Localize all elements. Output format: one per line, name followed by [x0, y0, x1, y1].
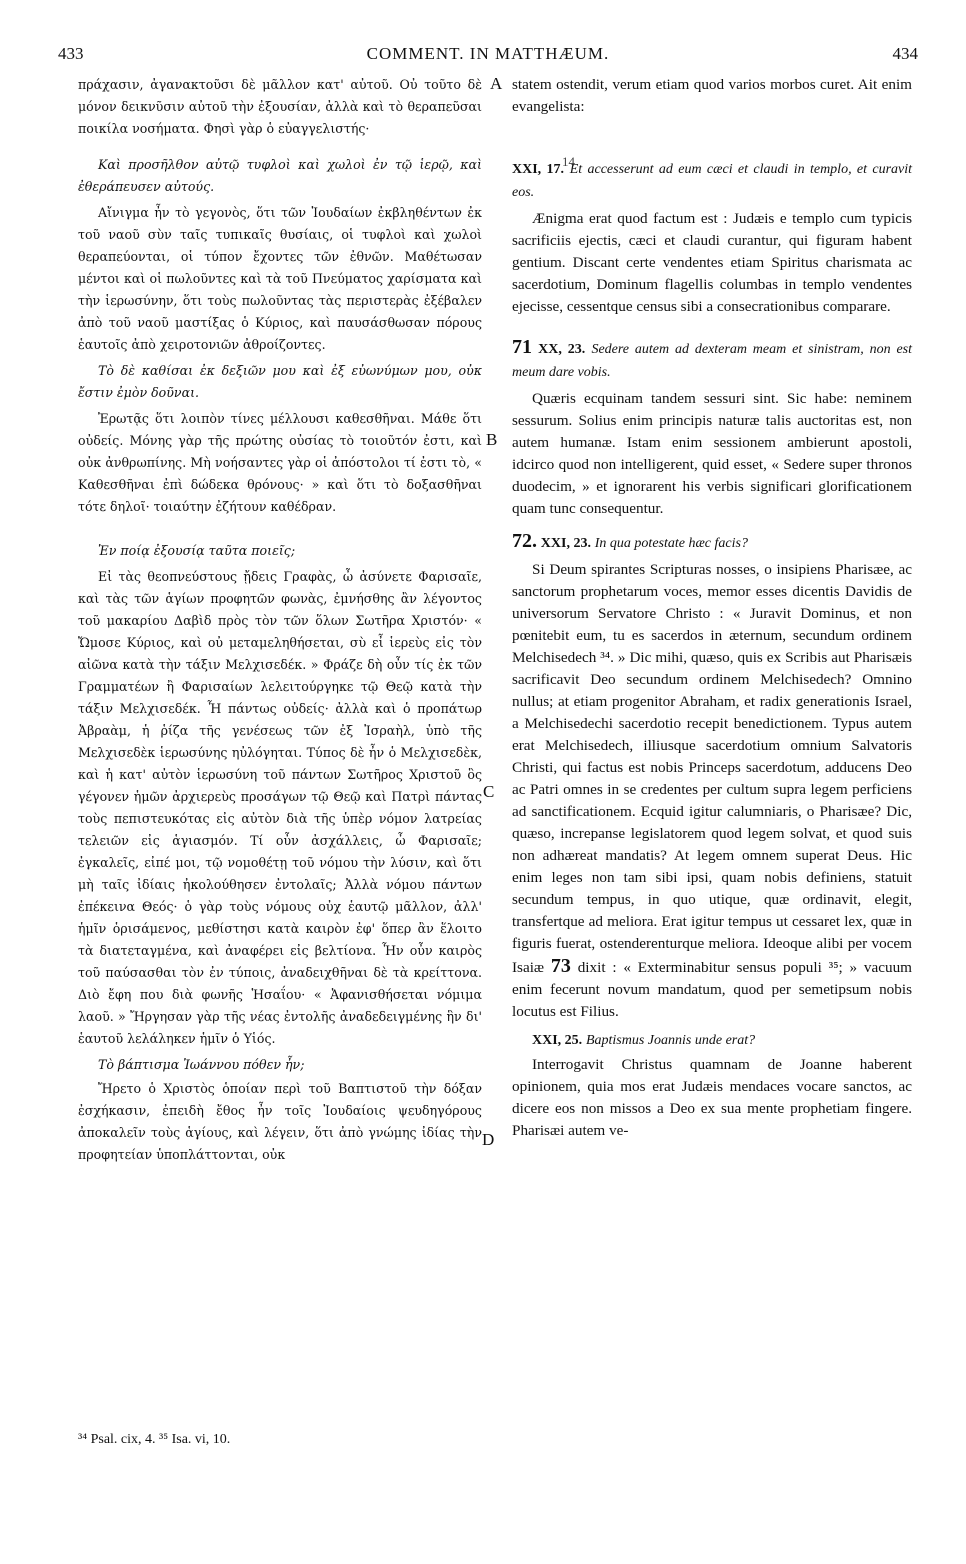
latin-lemma [512, 1029, 912, 1052]
greek-column [78, 74, 482, 1166]
page-number-right: 434 [892, 44, 918, 63]
greek-lemma: Τὸ δὲ καθίσαι ἐκ δεξιῶν μου καὶ ἐξ εὐωνύμων μου, οὐκ ἔστιν ἐμὸν δοῦναι. [78, 363, 482, 400]
handwritten-mark: 14 [562, 154, 575, 169]
lemma-text: In qua potestate hæc facis? [594, 536, 748, 551]
lemma-reference: XXI, 25. [532, 1033, 583, 1048]
running-header [58, 44, 918, 68]
greek-lemma: Ἐν ποίᾳ ἐξουσίᾳ ταῦτα ποιεῖς; [98, 543, 296, 558]
margin-marker-b: B [486, 430, 498, 449]
latin-column [512, 74, 912, 1142]
section-number-73: 73 [550, 955, 571, 977]
latin-paragraph: Interrogavit Christus quamnam de Joanne haberent opinionem, quia mos erat Judæis mendaces vocare sanctos, ac dicere eos non missos a Deo ex sua mente prophetiam fingere. Pharisæi autem ve- [512, 1056, 912, 1139]
lemma-reference: XX, 23. [538, 342, 586, 357]
latin-text: Si Deum spirantes Scripturas nosses, o insipiens Pharisæe, ac sanctorum prophetarum voces, memor esses dicentis Davidis de universorum Servatore Christo : « Juravit Dominus, et non pœnitebit eum, tu es sacerdos in æternum, secundum ordinem Melchisedech ³⁴. » Dic mihi, quæso, quis ex Scribis aut Pharisæis sacrificavit Deo secundum ordinem Melchisedech? Omnino nullus; at etiam progenitor Abraham, et radix generationis Israel, a Melchisedechi sacerdotio recepit benedictionem. Typus autem erat Melchisedech, illiusque sacerdotium omnium Salvatoris Christi, qui factus est nobis Princeps sacerdotum, adducens Deo ac Patri omnes in se credentes per cultum supra legem perficiens ad sanctificationem. Ecquid igitur calumniaris, o Pharisæe? Dic, quæso, increpanse legislatorem quod legem solvat, et quod suis non adhæreat mandatis? At legem omnem superat Deus. Hic enim leges non tam sibi ipsi, quam nobis definiens, statuit secundum tempus, in quo utique, quæ ordinavit, elegit, transfertque ad meliora. Erat igitur tempus ut cessaret lex, quæ in figuris fuerat, ostenderenturque meliora. Ideoque alibi per vocem Isaiæ [512, 561, 912, 976]
latin-paragraph: Quæris ecquinam tandem sessuri sint. Sic habe: neminem sessurum. Solius enim principis naturæ talis auctoritas est, non autem humanæ. Istam enim sessionem ambierunt apostoli, idcirco quod non intelligerent, quid esset, « Sedere super thronos duodecim, » et ignorarent his verbis significari glorificationem quam tunc consequentur. [512, 390, 912, 517]
lemma-text: Sedere autem ad dexteram meam et sinistram, non est meum dare vobis. [512, 342, 912, 380]
greek-paragraph: πράχασιν, ἀγανακτοῦσι δὲ μᾶλλον κατ' αὐτοῦ. Οὐ τοῦτο δὲ μόνον δεικνῦσιν αὐτοῦ τὴν ἐξουσίαν, ἀλλὰ καὶ τὸ θεραπεῦσαι ποικίλα νοσήματα. Φησὶ γὰρ ὁ εὐαγγελιστής· [78, 77, 482, 136]
greek-paragraph: Εἰ τὰς θεοπνεύστους ᾔδεις Γραφὰς, ὦ ἀσύνετε Φαρισαῖε, καὶ τὰς τῶν ἁγίων προφητῶν φωνὰς, ἐμνήσθης ἂν λέγοντος τοῦ μακαρίου Δαβὶδ πρὸς τὸν τῶν ὅλων Σωτῆρα Χριστόν· « Ὤμοσε Κύριος, καὶ οὐ μεταμεληθήσεται, σὺ εἶ ἱερεὺς εἰς τὸν αἰῶνα κατὰ τὴν τάξιν Μελχισεδέκ. » Φράζε δὴ οὖν τίς ἐκ τῶν Γραμματέων ἢ Φαρισαίων λελειτούργηκε τῷ Θεῷ κατὰ τὴν τάξιν Μελχισεδέκ. Ἦ πάντως οὐδείς· ἀλλὰ καὶ ὁ προπάτωρ Ἀβραὰμ, ἡ ῥίζα τῆς γενέσεως τῶν ἐξ Ἰσραὴλ, ὑπὸ τῆς Μελχισεδὲκ ἱερωσύνης ηὐλόγηται. Τύπος δὲ ἦν ὁ Μελχισεδὲκ, καὶ ἡ κατ' αὐτὸν ἱερωσύνη τοῦ πάντων Σωτῆρος Χριστοῦ ὃς γέγονεν ἡμῶν ἀρχιερεὺς προσάγων τῷ Θεῷ καὶ Πατρὶ πάντας τοὺς πεπιστευκότας εἰς αὐτὸν διὰ τῆς ὑπὲρ νόμον λατρείας τελειῶν εἰς ἁγιασμόν. Τί οὖν ἀσχάλλεις, ὦ Φαρισαῖε; ἐγκαλεῖς, εἰπέ μοι, τῷ νομοθέτῃ τοῦ νόμου τὴν λύσιν, καὶ ὅτι μὴ ταῖς ἰδίαις ἠκολούθησεν ἐντολαῖς; Ἀλλὰ νόμου πάντων ἐπέκεινα Θεός· ὁ γὰρ τοὺς νόμους οὐχ ἑαυτῷ μᾶλλον, ἀλλ' ἡμῖν ὁρισάμενος, μεθίστησι κατὰ καιρὸν ἐφ' ὅπερ ἂν ἕλοιτο τὰ διατεταγμένα, καὶ ἀναφέρει εἰς βελτίονα. Ἦν οὖν καιρὸς τοῦ παύσασθαι τὸν ἐν τύποις, ἀναδειχθῆναι δὲ τὰ κρείττονα. Διὸ ἔφη που διὰ φωνῆς Ἡσαΐου· « Ἀφανισθήσεται νόμιμα λαοῦ. » Ἤργησαν γὰρ τῆς νέας ἐντολῆς ἀναδεδειγμένης ἣν δι' ἑαυτοῦ λελάληκεν ἡμῖν ὁ Υἱός. [78, 569, 482, 1046]
footnotes: ³⁴ Psal. cix, 4. ³⁵ Isa. vi, 10. [78, 1432, 231, 1447]
greek-paragraph: Αἴνιγμα ἦν τὸ γεγονὸς, ὅτι τῶν Ἰουδαίων ἐκβληθέντων ἐκ τοῦ ναοῦ σὺν ταῖς τυπικαῖς θυσίαις, οἱ τυφλοὶ καὶ χωλοὶ θεραπεύονται, οἱ τύπον ἔχοντες τῶν ἐθνῶν. Μαθέτωσαν μέντοι καὶ οἱ πωλοῦντες καὶ τὰ τοῦ Πνεύματος χαρίσματα καὶ τὴν ἱερωσύνην, ὅτι τοὺς πωλοῦντας τὰς περιστερὰς ἐξέβαλεν ἀπὸ τοῦ ναοῦ μαστίξας ὁ Κύριος, καὶ παυσάσθωσαν πόρους ἑαυτοῖς ἀπὸ χειροτονιῶν ἀθροίζοντες. [78, 205, 482, 352]
latin-lemma [512, 336, 912, 384]
greek-lemma: Καὶ προσῆλθον αὐτῷ τυφλοὶ καὶ χωλοὶ ἐν τῷ ἱερῷ, καὶ ἐθεράπευσεν αὐτούς. [78, 157, 482, 194]
latin-lemma [512, 158, 912, 204]
margin-marker-d: D [482, 1130, 495, 1149]
running-title: COMMENT. IN MATTHÆUM. [366, 44, 610, 63]
section-number-72: 72. [512, 530, 537, 552]
lemma-text: Baptismus Joannis unde erat? [585, 1033, 756, 1048]
latin-lemma [512, 530, 912, 555]
greek-paragraph: Ἤρετο ὁ Χριστὸς ὁποίαν περὶ τοῦ Βαπτιστοῦ τὴν δόξαν ἐσχήκασιν, ἐπειδὴ ἔθος ἦν τοῖς Ἰουδαίοις ψευδηγόρους ἀποκαλεῖν τοὺς ἁγίους, καὶ λέγειν, ὅτι ἀπὸ γνώμης ἰδίας τὴν προφητείαν ὑποπλάττονται, οὐκ [78, 1081, 482, 1162]
lemma-reference: XXI, 17. [512, 162, 565, 177]
latin-paragraph [512, 559, 912, 1023]
latin-paragraph: statem ostendit, verum etiam quod varios morbos curet. Ait enim evangelista: [512, 76, 912, 115]
greek-lemma: Τὸ βάπτισμα Ἰωάννου πόθεν ἦν; [98, 1057, 305, 1072]
greek-paragraph: Ἐρωτᾷς ὅτι λοιπὸν τίνες μέλλουσι καθεσθῆναι. Μάθε ὅτι οὐδείς. Μόνης γὰρ τῆς πρώτης οὐσίας τὸ τοιοῦτόν ἐστι, καὶ οὐκ ἀνθρωπίνης. Μὴ νοήσαντες γὰρ οἱ ἀπόστολοι τί ἐστι τὸ, « Καθεσθῆναι ἐπὶ δώδεκα θρόνους· » καὶ ὅτι τὸ δοξασθῆναι τότε δηλοῖ· τοιαύτην ἐζήτουν καθέδραν. [78, 411, 482, 514]
page-number-left: 433 [58, 44, 84, 63]
section-number-71: 71 [512, 336, 532, 358]
latin-paragraph: Ænigma erat quod factum est : Judæis e templo cum typicis sacrificiis ejectis, cæci et claudi curantur, qui figuram habent gentium. Discant certe vendentes etiam Spiritus charismata ac sacerdotium, Dominum flagellis columbas in templo vendentes ejecisse, cessentque census sibi a consecrationibus comparare. [512, 210, 912, 315]
latin-text: dixit : « Exterminabitur sensus populi ³⁵; » vacuum enim fecerunt novum mandatum, quod per semetipsum nobis locutus est Filius. [512, 959, 912, 1020]
lemma-reference: XXI, 23. [540, 536, 591, 551]
lemma-text: Et accesserunt ad eum cæci et claudi in templo, et curavit eos. [512, 162, 913, 200]
margin-marker-a: A [490, 74, 503, 93]
margin-marker-c: C [483, 782, 495, 801]
